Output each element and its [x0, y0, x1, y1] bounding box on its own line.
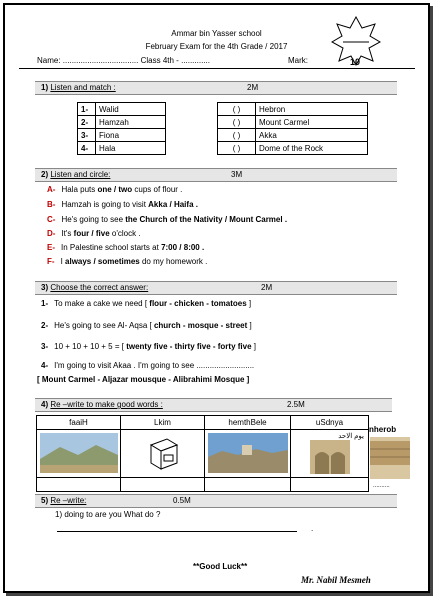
header-divider — [19, 68, 415, 69]
answer-cell[interactable] — [37, 478, 121, 492]
answer-cell[interactable] — [205, 478, 291, 492]
item-options[interactable]: the Church of the Nativity / Mount Carmel . — [125, 215, 288, 224]
item-letter: F- — [47, 257, 55, 266]
item-text: ] — [246, 299, 252, 308]
scrambled-word: Lkim — [121, 416, 205, 430]
teacher-name: Mr. Nabil Mesmeh — [301, 575, 371, 585]
words-table — [36, 415, 369, 492]
item-options[interactable]: church - mosque - street — [153, 321, 248, 330]
match-row — [78, 129, 368, 142]
item-text: ] — [247, 321, 252, 330]
match-name: Hamzah — [96, 116, 166, 129]
landscape-image — [40, 433, 118, 473]
match-row — [78, 103, 368, 116]
match-place: Akka — [256, 129, 368, 142]
section-2-title: Listen and circle: — [50, 170, 111, 179]
section-5-number: 5) — [41, 496, 49, 505]
mark-value: 10 — [349, 57, 360, 67]
scrambled-word: faaiH — [37, 416, 121, 430]
match-gap — [166, 129, 218, 142]
item-text: 10 + 10 + 10 + 5 = [ — [54, 342, 127, 351]
item-number: 4- — [41, 361, 49, 370]
section-5-bar — [35, 494, 397, 508]
extra-word-blank[interactable]: .......... — [373, 483, 390, 489]
match-gap — [166, 142, 218, 155]
exam-page — [3, 3, 430, 593]
match-row — [78, 116, 368, 129]
section-2-number: 2) — [41, 170, 49, 179]
section-3-points: 2M — [261, 283, 273, 292]
section-1-number: 1) — [41, 83, 49, 92]
item-text: He's going to see Al- Aqsa [ — [54, 321, 154, 330]
item-number: 1- — [41, 299, 49, 308]
answer-cell[interactable] — [291, 478, 369, 492]
scrambled-word: hemthBele — [205, 416, 291, 430]
item-letter: C- — [47, 215, 56, 224]
section-2-bar — [35, 168, 397, 182]
item-text: To make a cake we need [ — [54, 299, 150, 308]
choose-last-options[interactable]: [ Mount Carmel - Aljazar mousque - Alibrahimi Mosque ] — [37, 375, 250, 384]
arabic-caption: يوم الاحد — [338, 432, 364, 440]
name-line — [37, 56, 210, 65]
item-text: cups of flour . — [132, 185, 183, 194]
circle-item — [47, 215, 287, 224]
item-text: I'm going to visit Akaa . I'm going to see .......................... — [54, 361, 255, 370]
item-options[interactable]: 7:00 / 8:00 . — [161, 243, 205, 252]
item-number: 2- — [41, 321, 49, 330]
match-num: 1- — [78, 103, 96, 116]
circle-item — [47, 243, 204, 252]
name-blank: .................................. — [62, 56, 139, 65]
wall-image — [370, 437, 410, 479]
match-gap — [166, 103, 218, 116]
item-letter: D- — [47, 229, 56, 238]
item-text: He's going to see — [61, 215, 126, 224]
milk-carton-image — [143, 435, 183, 471]
section-3-title: Choose the correct answer: — [50, 283, 149, 292]
name-label: Name: — [37, 56, 61, 65]
match-name: Fiona — [96, 129, 166, 142]
item-options[interactable]: Akka / Haifa . — [148, 200, 198, 209]
circle-item — [47, 229, 141, 238]
item-text: do my homework . — [139, 257, 208, 266]
section-5-points: 0.5M — [173, 496, 191, 505]
circle-item — [47, 185, 182, 194]
section-1-points: 2M — [247, 83, 259, 92]
item-number: 3- — [41, 342, 49, 351]
section-4-title: Re –write to make good words : — [50, 400, 163, 409]
section-1-title: Listen and match : — [50, 83, 116, 92]
section-4-points: 2.5M — [287, 400, 305, 409]
extra-word: nherob — [369, 425, 397, 434]
good-luck: **Good Luck** — [193, 562, 248, 571]
item-options[interactable]: flour - chicken - tomatoes — [149, 299, 247, 308]
match-blank[interactable]: ( ) — [218, 103, 256, 116]
match-row — [78, 142, 368, 155]
circle-item — [47, 200, 198, 209]
item-text: I — [60, 257, 66, 266]
exam-title: February Exam for the 4th Grade / 2017 — [145, 42, 288, 51]
section-2-points: 3M — [231, 170, 243, 179]
answer-cell[interactable] — [121, 478, 205, 492]
match-name: Hala — [96, 142, 166, 155]
match-num: 4- — [78, 142, 96, 155]
match-num: 2- — [78, 116, 96, 129]
item-letter: A- — [47, 185, 56, 194]
item-options[interactable]: one / two — [97, 185, 133, 194]
item-text: It's — [61, 229, 74, 238]
item-text: Hamzah is going to visit — [61, 200, 149, 209]
item-text: Hala puts — [61, 185, 98, 194]
picture-cell — [291, 430, 369, 478]
picture-cell — [205, 430, 291, 478]
section-4-number: 4) — [41, 400, 49, 409]
match-gap — [166, 116, 218, 129]
choose-item — [41, 321, 252, 330]
choose-item — [41, 299, 251, 308]
section-5-title: Re –write: — [50, 496, 87, 505]
choose-item — [41, 361, 254, 370]
answer-end-dot: . — [311, 524, 314, 533]
section-4-bar — [35, 398, 392, 412]
match-place: Mount Carmel — [256, 116, 368, 129]
match-table — [77, 102, 368, 155]
match-place: Hebron — [256, 103, 368, 116]
match-blank[interactable]: ( ) — [218, 116, 256, 129]
bethlehem-image — [208, 433, 288, 473]
scrambled-word: uSdnya — [291, 416, 369, 430]
item-options[interactable]: twenty five - thirty five - forty five — [126, 342, 252, 351]
section-3-bar — [35, 281, 397, 295]
circle-item — [47, 257, 207, 266]
match-blank[interactable]: ( ) — [218, 142, 256, 155]
school-name: Ammar bin Yasser school — [171, 29, 262, 38]
item-text: o'clock . — [109, 229, 141, 238]
match-num: 3- — [78, 129, 96, 142]
picture-cell — [37, 430, 121, 478]
arches-image — [310, 440, 350, 474]
mark-label: Mark: — [288, 56, 308, 65]
item-options[interactable]: four / five — [73, 229, 110, 238]
choose-item — [41, 342, 256, 351]
item-text: In Palestine school starts at — [61, 243, 162, 252]
answer-line[interactable] — [57, 531, 297, 532]
match-place: Dome of the Rock — [256, 142, 368, 155]
section-1-bar — [35, 81, 397, 95]
item-options[interactable]: always / sometimes — [65, 257, 140, 266]
picture-cell — [121, 430, 205, 478]
item-text: ] — [251, 342, 256, 351]
rewrite-question: 1) doing to are you What do ? — [55, 510, 161, 519]
item-letter: B- — [47, 200, 56, 209]
section-3-number: 3) — [41, 283, 49, 292]
class-label: Class 4th - ............. — [140, 56, 210, 65]
item-letter: E- — [47, 243, 55, 252]
match-name: Walid — [96, 103, 166, 116]
match-blank[interactable]: ( ) — [218, 129, 256, 142]
